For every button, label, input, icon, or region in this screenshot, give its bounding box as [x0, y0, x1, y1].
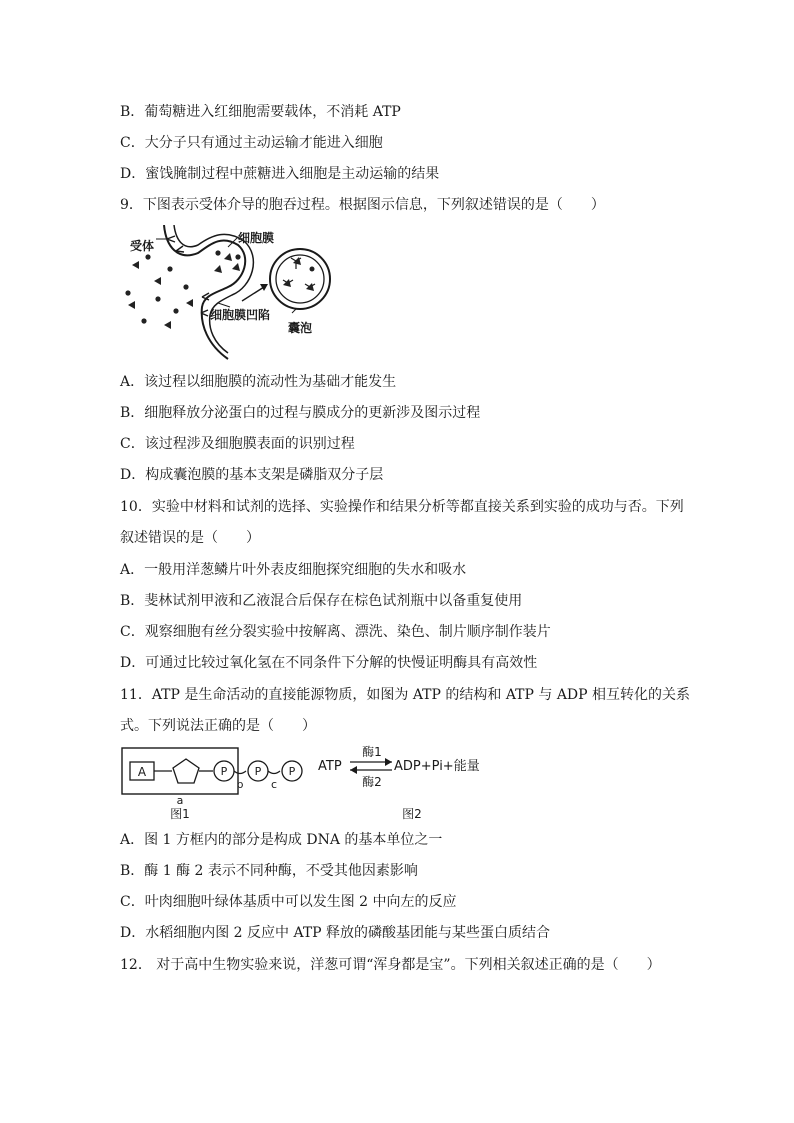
q11-option-b: B．酶 1 酶 2 表示不同种酶，不受其他因素影响: [120, 863, 418, 879]
endocytosis-figure: [120, 225, 350, 360]
q8-option-d: D．蜜饯腌制过程中蔗糖进入细胞是主动运输的结果: [120, 166, 440, 182]
q11-stem-line2: 式。下列说法正确的是（ ）: [120, 718, 316, 734]
q11-option-d: D．水稻细胞内图 2 反应中 ATP 释放的磷酸基团能与某些蛋白质结合: [120, 925, 551, 941]
q9-stem: 9．下图表示受体介导的胞吞过程。根据图示信息，下列叙述错误的是（ ）: [120, 197, 605, 213]
fig2-caption: 图2: [402, 807, 422, 821]
atp-figure: [120, 742, 480, 824]
q10-option-a: A．一般用洋葱鳞片叶外表皮细胞探究细胞的失水和吸水: [120, 562, 467, 578]
label-receptor: 受体: [130, 239, 155, 253]
q9-option-c: C．该过程涉及细胞膜表面的识别过程: [120, 436, 355, 452]
q8-option-c: C．大分子只有通过主动运输才能进入细胞: [120, 135, 383, 151]
phosphate-3: P: [288, 765, 296, 778]
enzyme2-label: 酶2: [362, 775, 382, 789]
q10-option-b: B．斐林试剂甲液和乙液混合后保存在棕色试剂瓶中以备重复使用: [120, 593, 523, 609]
q10-option-d: D．可通过比较过氧化氢在不同条件下分解的快慢证明酶具有高效性: [120, 655, 538, 671]
phosphate-1: P: [220, 765, 228, 778]
products-label: ADP+Pi+能量: [394, 759, 480, 774]
q8-option-b: B．葡萄糖进入红细胞需要载体，不消耗 ATP: [120, 104, 401, 120]
bond-c-label: c: [270, 778, 278, 791]
q10-option-c: C．观察细胞有丝分裂实验中按解离、漂洗、染色、制片顺序制作装片: [120, 624, 551, 640]
q10-stem-line1: 10．实验中材料和试剂的选择、实验操作和结果分析等都直接关系到实验的成功与否。下列: [120, 499, 684, 515]
atp-label: ATP: [318, 759, 342, 774]
phosphate-2: P: [254, 765, 262, 778]
enzyme1-label: 酶1: [362, 745, 382, 759]
q11-stem-line1: 11．ATP 是生命活动的直接能源物质，如图为 ATP 的结构和 ATP 与 ADP 相互转化的关系: [120, 687, 691, 703]
label-invagination: 细胞膜凹陷: [210, 308, 271, 322]
q9-option-b: B．细胞释放分泌蛋白的过程与膜成分的更新涉及图示过程: [120, 405, 481, 421]
label-vesicle: 囊泡: [288, 321, 313, 335]
q9-option-d: D．构成囊泡膜的基本支架是磷脂双分子层: [120, 467, 384, 483]
q11-option-a: A．图 1 方框内的部分是构成 DNA 的基本单位之一: [120, 832, 443, 848]
q9-option-a: A．该过程以细胞膜的流动性为基础才能发生: [120, 374, 397, 390]
fig1-caption: 图1: [170, 807, 190, 821]
bond-b-label: b: [236, 778, 244, 791]
q11-option-c: C．叶肉细胞叶绿体基质中可以发生图 2 中向左的反应: [120, 894, 457, 910]
label-membrane: 细胞膜: [238, 231, 275, 245]
adenine-label: A: [137, 765, 147, 779]
box-a-label: a: [176, 794, 184, 807]
q12-stem: 12． 对于高中生物实验来说，洋葱可谓“浑身都是宝”。下列相关叙述正确的是（ ）: [120, 957, 661, 973]
q10-stem-line2: 叙述错误的是（ ）: [120, 530, 260, 546]
